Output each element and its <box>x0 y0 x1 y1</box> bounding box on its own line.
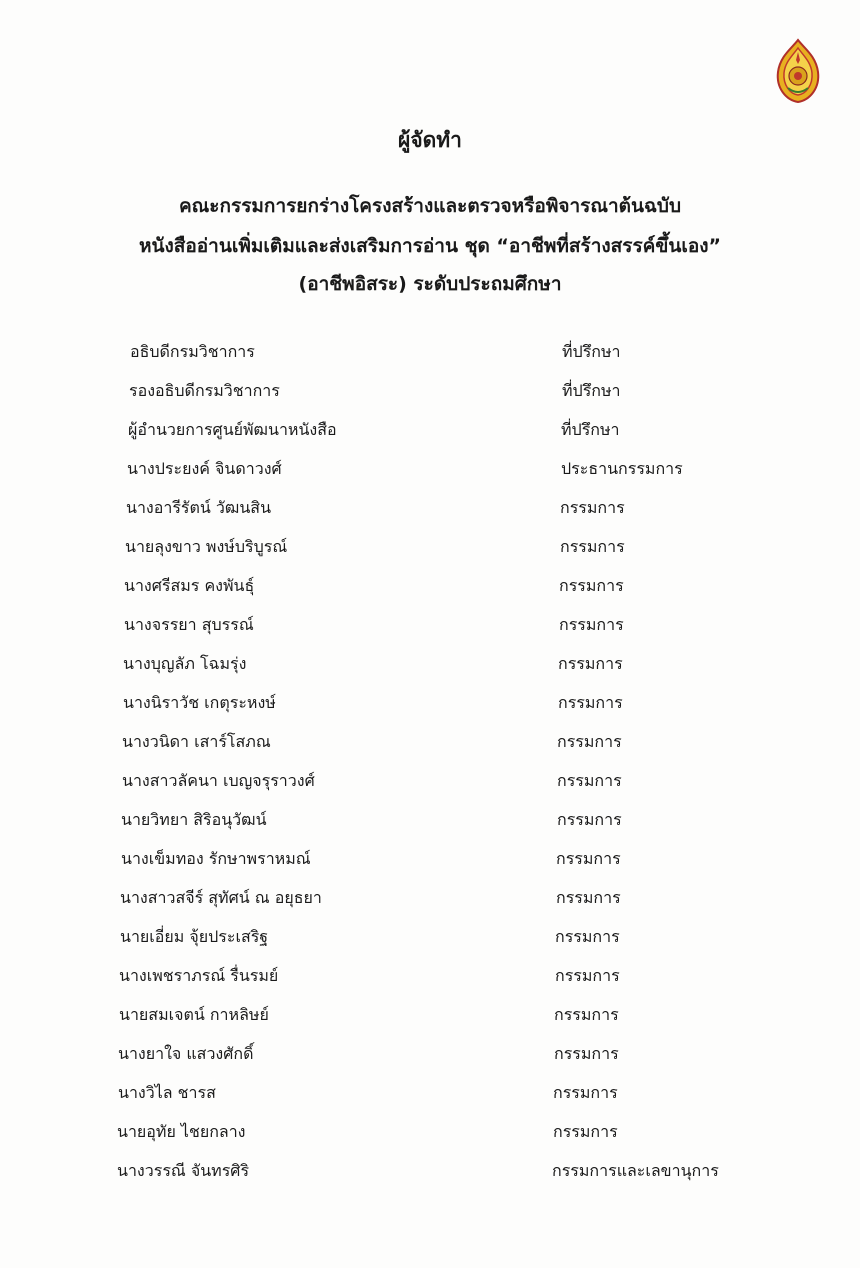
committee-row <box>0 847 860 886</box>
member-role: กรรมการ <box>553 1122 618 1141</box>
member-role: กรรมการ <box>553 1083 618 1102</box>
member-name: นางนิราวัช เกตุระหงษ์ <box>123 693 276 712</box>
committee-row <box>0 730 860 769</box>
committee-row <box>0 340 860 379</box>
member-role: กรรมการ <box>555 966 620 985</box>
committee-row <box>0 496 860 535</box>
member-role: กรรมการ <box>554 1005 619 1024</box>
member-name: นางเพชราภรณ์ รื่นรมย์ <box>119 966 279 985</box>
committee-row <box>0 769 860 808</box>
member-name: นางสาวลัคนา เบญจรุราวงศ์ <box>122 771 315 790</box>
member-name: นายเอี่ยม จุ้ยประเสริฐ <box>120 927 269 946</box>
member-name: อธิบดีกรมวิชาการ <box>130 342 255 361</box>
member-name: นายอุทัย ไชยกลาง <box>117 1122 246 1141</box>
committee-row <box>0 379 860 418</box>
committee-row <box>0 1120 860 1159</box>
member-name: นางสาวสจีร์ สุทัศน์ ณ อยุธยา <box>120 888 322 907</box>
member-name: นางอารีรัตน์ วัฒนสิน <box>126 498 272 517</box>
member-name: นายลุงขาว พงษ์บริบูรณ์ <box>125 537 288 556</box>
member-name: นางวรรณี จันทรศิริ <box>117 1161 250 1180</box>
member-name: ผู้อำนวยการศูนย์พัฒนาหนังสือ <box>128 420 337 439</box>
member-role: กรรมการ <box>555 927 620 946</box>
subtitle-line-1: คณะกรรมการยกร่างโครงสร้างและตรวจหรือพิจารณาต้นฉบับ <box>178 195 682 217</box>
committee-row <box>0 691 860 730</box>
member-name: นางศรีสมร คงพันธุ์ <box>124 576 255 595</box>
committee-row <box>0 808 860 847</box>
page-title: ผู้จัดทำ <box>398 128 462 152</box>
committee-row <box>0 886 860 925</box>
member-role: ที่ปรึกษา <box>561 420 620 439</box>
member-role: กรรมการและเลขานุการ <box>552 1161 719 1180</box>
subtitle-line-3: (อาชีพอิสระ) ระดับประถมศึกษา <box>298 273 562 295</box>
committee-row <box>0 1081 860 1120</box>
committee-row <box>0 1159 860 1198</box>
committee-row <box>0 1003 860 1042</box>
committee-row <box>0 457 860 496</box>
member-role: กรรมการ <box>560 537 625 556</box>
member-name: นางประยงค์ จินดาวงศ์ <box>127 459 282 478</box>
member-name: นางเข็มทอง รักษาพราหมณ์ <box>121 849 311 868</box>
committee-row <box>0 574 860 613</box>
member-role: ประธานกรรมการ <box>561 459 683 478</box>
member-role: กรรมการ <box>557 810 622 829</box>
member-role: กรรมการ <box>556 888 621 907</box>
member-role: กรรมการ <box>559 615 624 634</box>
member-role: กรรมการ <box>556 849 621 868</box>
committee-list <box>0 340 860 1198</box>
member-role: กรรมการ <box>559 576 624 595</box>
member-role: กรรมการ <box>560 498 625 517</box>
committee-row <box>0 1042 860 1081</box>
member-role: กรรมการ <box>557 732 622 751</box>
subtitle-line-2: หนังสืออ่านเพิ่มเติมและส่งเสริมการอ่าน ชุด “อาชีพที่สร้างสรรค์ขึ้นเอง” <box>138 235 722 257</box>
member-role: กรรมการ <box>557 771 622 790</box>
member-name: นางยาใจ แสวงศักดิ์ <box>118 1044 254 1063</box>
committee-row <box>0 925 860 964</box>
member-name: นายสมเจตน์ กาหลิษย์ <box>119 1005 269 1024</box>
member-name: นางจรรยา สุบรรณ์ <box>124 615 254 634</box>
member-name: นางบุญลัภ โฉมรุ่ง <box>123 654 247 673</box>
committee-row <box>0 613 860 652</box>
committee-row <box>0 964 860 1003</box>
ministry-emblem-icon <box>774 38 822 104</box>
member-role: ที่ปรึกษา <box>562 381 621 400</box>
member-role: กรรมการ <box>558 693 623 712</box>
committee-row <box>0 418 860 457</box>
member-name: นางวนิดา เสาร์โสภณ <box>122 732 271 751</box>
committee-row <box>0 535 860 574</box>
member-name: นางวิไล ชารส <box>118 1083 216 1102</box>
member-name: รองอธิบดีกรมวิชาการ <box>129 381 280 400</box>
member-role: กรรมการ <box>558 654 623 673</box>
committee-row <box>0 652 860 691</box>
member-name: นายวิทยา สิริอนุวัฒน์ <box>121 810 267 829</box>
member-role: กรรมการ <box>554 1044 619 1063</box>
member-role: ที่ปรึกษา <box>562 342 621 361</box>
